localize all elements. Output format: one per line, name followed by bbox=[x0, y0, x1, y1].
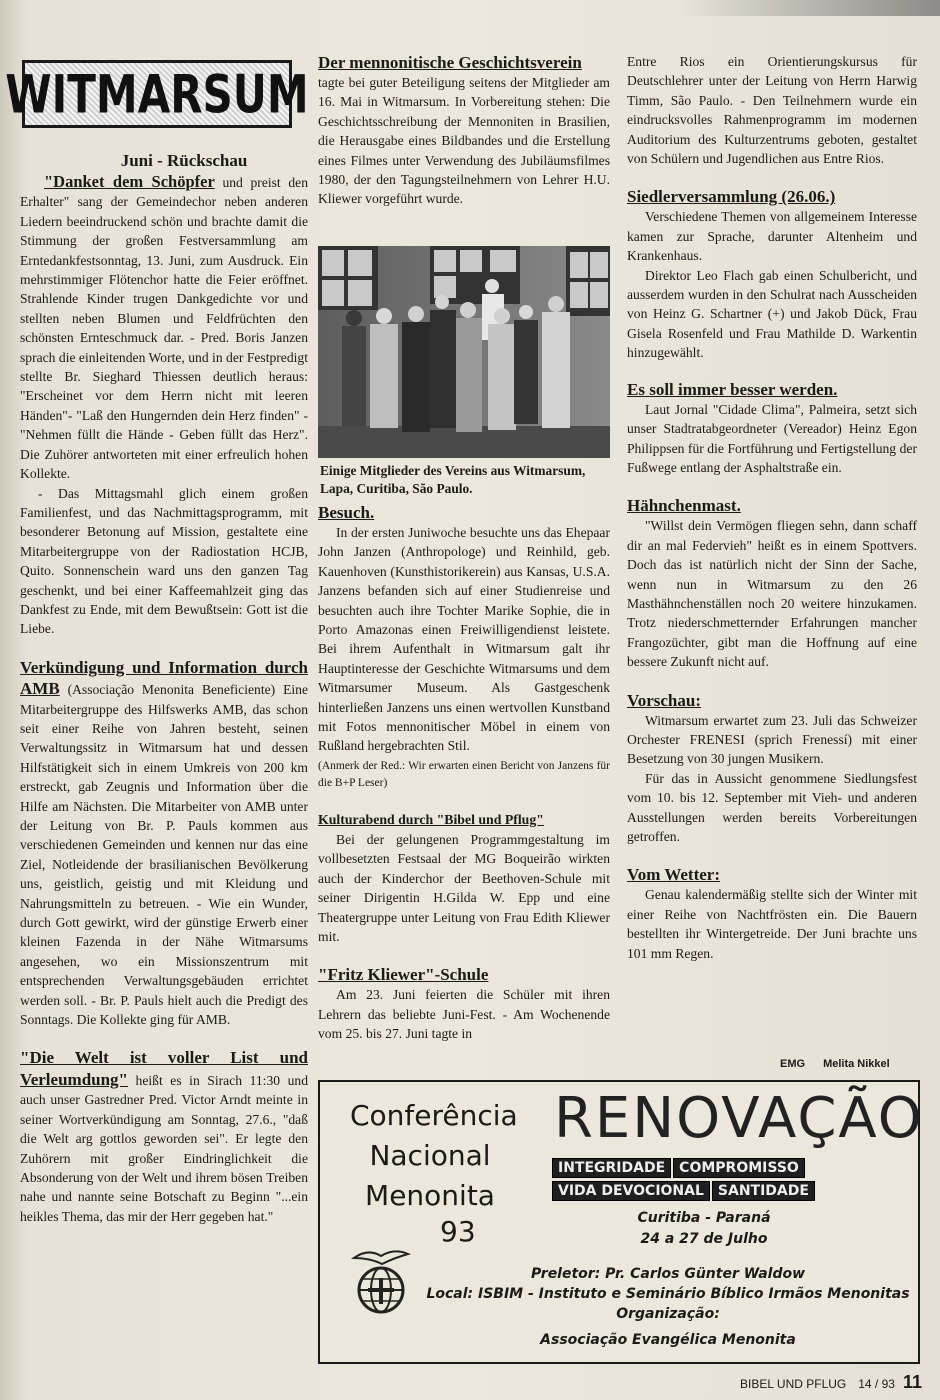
keyword-badge: SANTIDADE bbox=[712, 1181, 815, 1201]
globe-dove-icon bbox=[348, 1244, 414, 1318]
keyword-badge: COMPROMISSO bbox=[673, 1158, 805, 1178]
heading-amb: Verkündigung und Information durch AMB bbox=[20, 657, 308, 699]
paragraph-entre-rios: Entre Rios ein Orientierungskursus für Deutschlehrer unter der Leitung von Herrn Harwig Timm, São Paulo. - Den Teilnehmern wurde ein eindrucksvolles Rahmenprogramm im modernen Auditorium des Kulturzentrums geboten, gestaltet von Schülern und Jugendlichen aus Entre Rios. bbox=[627, 54, 917, 167]
paragraph-siedler-2: Direktor Leo Flach gab einen Schulbericht, und ausserdem wurden in den Schulrat nach Ausscheiden von Heinz G. Schartner (+) und Jakob Dück, Frau Gisela Rosenfeld und Frau Mathilde D. Warkentin hinzugewählt. bbox=[627, 267, 917, 361]
conference-place bbox=[624, 1208, 784, 1250]
paragraph-erntedank bbox=[20, 172, 308, 484]
author-signature bbox=[780, 1058, 890, 1070]
paragraph-vorschau-2: Für das in Aussicht genommene Siedlungsfest vom 10. bis 12. September mit Vieh- und anderen Ausstellungen werden bereits Vorbereitungen getroffen. bbox=[627, 770, 917, 844]
paragraph-geschichtsverein: tagte bei guter Beteiligung seitens der Mitglieder am 16. Mai in Witmarsum. In Vorbereitung stehen: Die Geschichtsschreibung der Mennoniten in Brasilien, die Herausgabe eines Bildbandes und die Erstellung eines Filmes unter Verwendung des Jubiläumsfilmes 1980, der den Tagungsteilnehmern von Lehrer H.U. Kliewer vorgeführt wurde. bbox=[318, 75, 610, 207]
paragraph-text: und preist den Erhalter" sang der Gemeindechor neben anderen Liedern beeindruckend schön und brachte damit die Stimmung der großen Festversammlung am Erntedankfestsonntag, 13. Juni, zum Ausdruck. Ein mehrstimmiger Flötenchor hatte die Feier eröffnet. Strahlende Kinder trugen Dankgedichte vor und stellten neben Blumen und Feldfrüchten den schönsten Ernteschmuck dar. - Pred. Boris Janzen sprach die einleitenden Worte, und in der Festpredigt stellte Br. Sieghard Thiessen deutlich heraus: "Erscheinet vor dem Herrn nicht mit leeren Händen"- "Laß den Hungernden dein Herz finden" - "Nehmen füllt die Hände - Geben füllt das Herz". Die Zuhörer antworteten mit einer erfreulich hohen Kollekte. bbox=[20, 175, 308, 482]
heading-vorschau: Vorschau: bbox=[627, 690, 701, 710]
conference-line-3: Menonita bbox=[365, 1179, 495, 1212]
heading-besser: Es soll immer besser werden. bbox=[627, 379, 838, 399]
paragraph-text: (Associação Menonita Beneficiente) Eine Mitarbeitergruppe des Hilfswerks AMB, das schon seit einer Reihe von Jahren besteht, seinen Verwaltungssitz in Witmarsum hat und dessen Hilfstätigkeit sich in einem Umkreis von 200 km erstreckt, gab Zeugnis und Information über die Hilfe am Nächsten. Die Mitarbeiter von AMB unter der Leitung von Br. P. Pauls kommen aus verschiedenen Gemeinden und kennen nur das eine Ziel, Notleidende der brasilianischen Bevölkerung uns, geistlich, geistig und mit Kleidung und Nahrungsmitteln zu betreuen. - Wie ein Wunder, durch Gott gewirkt, wird der günstige Erwerb einer kleinen Fazenda in der Nähe Witmarsums angesehen, wo ein Missionszentrum mit entsprechenden Verwaltungsgebäuden errichtet werden soll. - Br. P. Pauls hielt auch die Predigt des Sonntags. Die Kollekte ging für AMB. bbox=[20, 682, 308, 1028]
organization-name: Associação Evangélica Menonita bbox=[540, 1332, 796, 1348]
conference-dates: 24 a 27 de Julho bbox=[640, 1231, 768, 1247]
heading-wetter: Vom Wetter: bbox=[627, 865, 721, 885]
heading-schule: "Fritz Kliewer"-Schule bbox=[318, 965, 489, 985]
organization-label: Organização: bbox=[616, 1306, 720, 1322]
conference-details bbox=[418, 1264, 918, 1350]
group-photo bbox=[318, 246, 610, 458]
paragraph-mittag: - Das Mittagsmahl glich einem großen Familienfest, und das Nachmittagsprogramm, mit besonderer Betonung auf Mission, gestaltete eine Mitarbeitergruppe von der Radiostation HCJB, Quito. Sonnenschein ward uns den ganzen Tag geschenkt, und bei einer Kaffeemahlzeit ging das Dankfest zu Ende, mit dem Bewußtsein: Gott ist die Liebe. bbox=[20, 485, 308, 637]
paragraph-wetter: Genau kalendermäßig stellte sich der Winter mit einer Reihe von Nachtfrösten ein. Die Bauern bestellten ihr Wintergetreide. Der Juni brachte uns 101 mm Regen. bbox=[627, 887, 917, 961]
paragraph-welt bbox=[20, 1047, 308, 1226]
preletor-line: Preletor: Pr. Carlos Günter Waldow bbox=[530, 1266, 806, 1282]
signature-emg: EMG bbox=[780, 1058, 806, 1070]
column-3 bbox=[627, 52, 917, 963]
conference-name bbox=[350, 1096, 518, 1216]
page-footer bbox=[740, 1372, 922, 1393]
conference-year: 93 bbox=[440, 1215, 476, 1248]
column-2 bbox=[318, 52, 610, 209]
heading-siedlerversammlung: Siedlerversammlung (26.06.) bbox=[627, 187, 836, 207]
conference-city: Curitiba - Paraná bbox=[637, 1210, 771, 1226]
heading-besuch: Besuch. bbox=[318, 503, 375, 522]
local-line: Local: ISBIM - Instituto e Seminário Bíblico Irmãos Menonitas bbox=[426, 1286, 910, 1302]
paragraph-text: heißt es in Sirach 11:30 und auch unser Gastredner Pred. Victor Arndt meinte in seiner Wortverkündigung am Sonntag, 27.6., "daß die Welt arg gottlos geworden sei". Er legte den Zuhörern mit großer Eindringlichkeit die Absonderung von der Welt und ihrem bösen Treiben nahe und nannte seine Botschaft zu Beginn "...ein heikles Thema, das mir der Herr gegeben hat." bbox=[20, 1072, 308, 1224]
conference-title: RENOVAÇÃO bbox=[554, 1086, 924, 1151]
paragraph-amb bbox=[20, 657, 308, 1030]
corner-shade bbox=[680, 0, 940, 16]
photo-caption: Einige Mitglieder des Vereins aus Witmarsum, Lapa, Curitiba, São Paulo. bbox=[320, 463, 586, 496]
heading-kulturabend: Kulturabend durch "Bibel und Pflug" bbox=[318, 811, 544, 827]
heading-haehnchenmast: Hähnchenmast. bbox=[627, 496, 741, 516]
paragraph-haehnchenmast: "Willst dein Vermögen fliegen sehn, dann schaff dir an mal Federvieh" heißt es in einem Spottvers. Doch das ist natürlich nicht der Sinn der Sache, wenn nun in Witmarsum zu den 26 Masthähnchenställen noch 20 weitere hinzukamen. Trotz niederschmetternder Erfahrungen mancher Frangozüchter, gibt man die Hoffnung auf eine bessere Zukunft nicht auf. bbox=[627, 518, 917, 670]
keyword-badge: VIDA DEVOCIONAL bbox=[552, 1181, 710, 1201]
paragraph-besuch: In der ersten Juniwoche besuchte uns das Ehepaar John Janzen (Anthropologe) und Reinhild, geb. Kauenhoven (Kunsthistorikerein) aus Kansas, U.S.A. Janzens befanden sich auf einer Studienreise und besuchten auch ihre Tochter Marike Sophie, die in Porto Amazonas einen Freiwilligendienst leistete. Bei ihrem Aufenthalt in Witmarsum galt ihr Hauptinteresse der Geschichte Witmarsums und dem Witmarsumer Museum. Als Gastgeschenk hinterließen Janzens uns einen wertvollen Kunstband mit Fotos mennonitischer Möbel in einem von Rußland hergebrachten Stil. bbox=[318, 525, 610, 754]
keyword-list bbox=[552, 1158, 872, 1204]
magazine-name: BIBEL UND PFLUG bbox=[740, 1377, 847, 1391]
signature-nikkel: Melita Nikkel bbox=[823, 1058, 890, 1070]
issue-number: 14 / 93 bbox=[858, 1377, 895, 1391]
keyword-badge: INTEGRIDADE bbox=[552, 1158, 671, 1178]
heading-geschichtsverein: Der mennonitische Geschichtsverein bbox=[318, 53, 582, 72]
masthead-title: WITMARSUM bbox=[5, 63, 309, 125]
paragraph-schule: Am 23. Juni feierten die Schüler mit ihren Lehrern das beliebte Juni-Fest. - Am Wochenende vom 25. bis 27. Juni tagte in bbox=[318, 987, 610, 1042]
masthead bbox=[5, 60, 309, 128]
paragraph-besser: Laut Jornal "Cidade Clima", Palmeira, setzt sich unser Stadtratabgeordneter (Vereador) Heinz Egon Philippsen für die Fortführung und Fertigstellung der Fußwege entlang der Asphaltstraße ein. bbox=[627, 401, 917, 475]
paragraph-kulturabend: Bei der gelungenen Programmgestaltung im vollbesetzten Festsaal der MG Boqueirão wirkten auch der Kinderchor der Beethoven-Schule mit seiner Dirigentin H.Gilda W. Epp und eine Theatergruppe unter Leitung von Frau Edith Kliewer mit. bbox=[318, 831, 610, 944]
heading-welt: "Die Welt ist voller List und Verleumdung" bbox=[20, 1048, 308, 1089]
page-number: 11 bbox=[902, 1372, 922, 1392]
paragraph-siedler-1: Verschiedene Themen von allgemeinem Interesse kamen zur Sprache, darunter Altenheim und Krankenhaus. bbox=[627, 209, 917, 264]
paragraph-vorschau-1: Witmarsum erwartet zum 23. Juli das Schweizer Orchester FRENESI (sprich Frenessí) mit einer Besetzung von 30 jungen Musikern. bbox=[627, 712, 917, 767]
column-1 bbox=[20, 150, 308, 1226]
conference-line-1: Conferência bbox=[350, 1099, 518, 1132]
quote-lead: "Danket dem Schöpfer bbox=[44, 172, 215, 191]
column-2-lower bbox=[318, 502, 610, 1044]
conference-line-2: Nacional bbox=[369, 1139, 491, 1172]
editor-note: (Anmerk der Red.: Wir erwarten einen Bericht von Janzens für die B+P Leser) bbox=[318, 759, 610, 789]
conference-advertisement bbox=[318, 1080, 924, 1364]
section-subtitle: Juni - Rückschau bbox=[120, 151, 248, 170]
group-photo-image bbox=[318, 246, 610, 458]
